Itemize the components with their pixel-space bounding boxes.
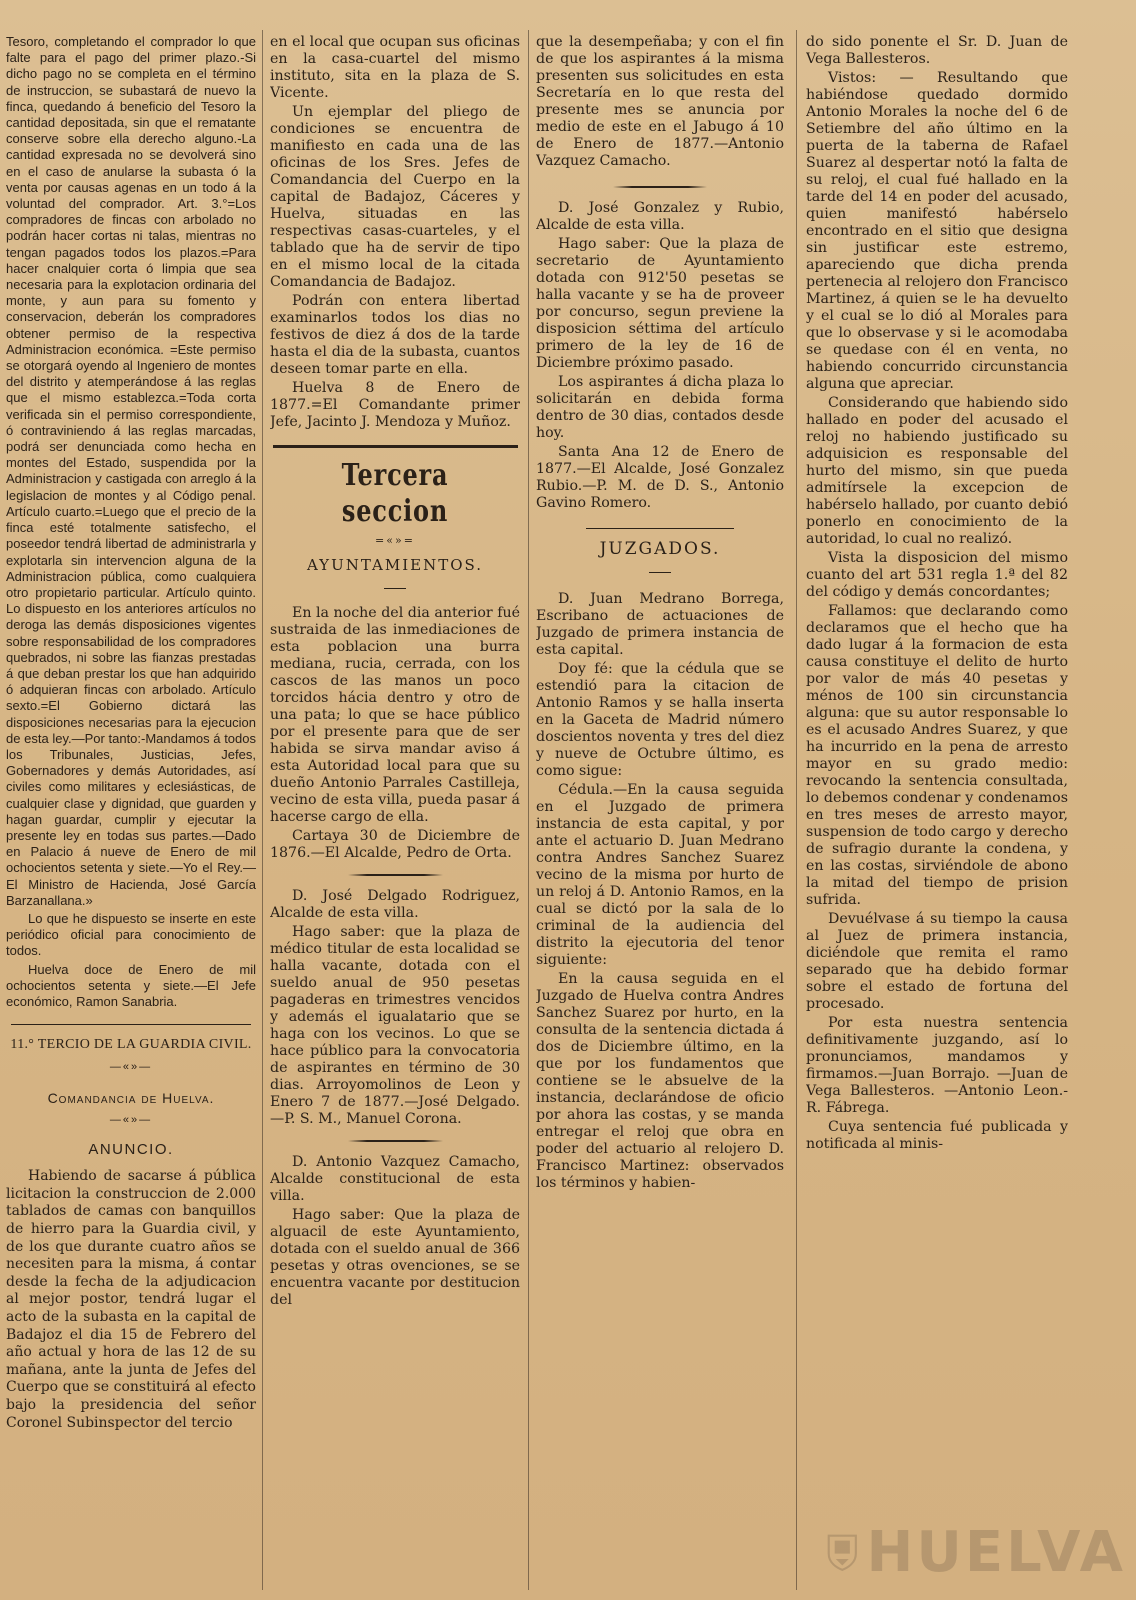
paragraph-gonzalez: Hago saber: Que la plaza de secretario de Ayuntamiento dotada con 912'50 pesetas se halla vacante y se ha de proveer por concurso, segun previene la disposicion séttima del artículo primero de la ley de 16 de Diciembre próximo pasado. bbox=[536, 236, 784, 371]
paragraph-jabugo: que la desempeñaba; y con el fin de que los aspirantes á la misma presenten sus solicitudes en esta Secretaría en lo que resta del presente mes se anuncia por medio de este en el Jabugo á 10 de Enero de 1877.—Antonio Vazquez Camacho. bbox=[536, 34, 784, 169]
column-1 bbox=[6, 34, 256, 1590]
ornament: —«»— bbox=[109, 1113, 153, 1126]
paragraph-por-esta: Por esta nuestra sentencia definitivamente juzgando, así lo pronunciamos, mandamos y firmamos.—Juan Borrajo. —Juan de Vega Ballesteros. —Antonio Leon.-R. Fábrega. bbox=[806, 1015, 1068, 1116]
paragraph-aspirantes: Los aspirantes á dicha plaza lo solicitarán en debida forma dentro de 30 dias, contados desde hoy. bbox=[536, 374, 784, 441]
diputacion-shield-icon bbox=[826, 1517, 859, 1587]
paragraph-vistos: Vistos: — Resultando que habiéndose quedado dormido Antonio Morales la noche del 6 de Setiembre del año último en la puerta de la taberna de Rafael Suarez al despertar notó la falta de su reloj, el cual fué hallado en la tarde del 14 en poder del acusado, quien manifestó habérselo encontrado en el sitio que designa sin justificar este estremo, apareciendo que dicha prenda pertenecia al relojero don Francisco Martinez, á quien se le ha devuelto y el cual se lo dió al Morales para que lo observase y si le acomodaba se quedase con él en venta, no habiendo concurrido circunstancia alguna que apreciar. bbox=[806, 70, 1068, 392]
paragraph-burra: En la noche del dia anterior fué sustraida de las inmediaciones de esta poblacion una burra mediana, rucia, cerrada, con los cascos de las manos un poco torcidos hácia dentro y otro de una pata; lo que se hace público por el presente para que de ser habida se sirva mandar aviso á esta Autoridad local para que su dueño Antonio Parrales Castilleja, vecino de esta villa, pueda pasar á hacerse cargo de ella. bbox=[270, 605, 520, 825]
paragraph-fallamos: Fallamos: que declarando como declaramos que el hecho que ha dado lugar á la formacion de esta causa constituye el delito de hurto por valor de más 40 pesetas y ménos de 100 sin circunstancia alguna: que su autor responsable lo es el acusado Andres Suarez, y que ha incurrido en la pena de arresto mayor en su grado medio: revocando la sentencia consultada, lo debemos condenar y condenamos en tres meses de arresto mayor, suspension de todo cargo y derecho de sufragio durante la condena, y en las costas, sirviéndole de abono la mitad del tiempo de prision sufrida. bbox=[806, 603, 1068, 908]
paragraph-firma-comandante: Huelva 8 de Enero de 1877.=El Comandante primer Jefe, Jacinto J. Mendoza y Muñoz. bbox=[270, 380, 520, 430]
column-rule bbox=[262, 30, 263, 1590]
column-rule bbox=[796, 30, 797, 1590]
paragraph-santa-ana: Santa Ana 12 de Enero de 1877.—El Alcalde, José Gonzalez Rubio.—P. M. de D. S., Antonio Gavino Romero. bbox=[536, 444, 784, 511]
paragraph-delgado: Hago saber: que la plaza de médico titular de esta localidad se halla vacante, dotada con el sueldo anual de 950 pesetas pagaderas en trimestres vencidos y además el igualatario que se haga con los vecinos. Lo que se hace público para la convocatoria de aspirantes en término de 30 dias. Arroyomolinos de Leon y Enero 7 de 1877.—José Delgado.—P. S. M., Manuel Corona. bbox=[270, 924, 520, 1127]
paragraph-medrano-heading: D. Juan Medrano Borrega, Escribano de actuaciones de Juzgado de primera instancia de esta capital. bbox=[536, 591, 784, 658]
section-divider bbox=[613, 186, 707, 188]
ornament: =«»= bbox=[375, 534, 415, 547]
heading-tercera-seccion: Tercera seccion bbox=[341, 458, 449, 529]
watermark-label: HUELVA bbox=[866, 1519, 1126, 1585]
heading-comandancia: Comandancia de Huelva. bbox=[47, 1089, 215, 1106]
heading-dash bbox=[536, 564, 784, 581]
column-rule bbox=[528, 30, 529, 1590]
paragraph-cartaya: Cartaya 30 de Diciembre de 1876.—El Alcalde, Pedro de Orta. bbox=[270, 828, 520, 861]
paragraph-gonzalez-heading: D. José Gonzalez y Rubio, Alcalde de esta villa. bbox=[536, 200, 784, 233]
heading-anuncio: ANUNCIO. bbox=[88, 1141, 174, 1158]
column-4 bbox=[806, 34, 1068, 1590]
ornament: —«»— bbox=[109, 1061, 153, 1074]
section-divider bbox=[348, 1140, 443, 1142]
paragraph-vista: Vista la disposicion del mismo cuanto del art 531 regla 1.ª del 82 del código y demás concordantes; bbox=[806, 550, 1068, 600]
heading-juzgados: JUZGADOS. bbox=[599, 539, 721, 559]
column-2 bbox=[270, 34, 520, 1590]
paragraph-doy-fe: Doy fé: que la cédula que se estendió para la citacion de Antonio Ramos y se halla inserta en la Gaceta de Madrid número doscientos noventa y tres del diez y nueve de Octubre último, es como sigue: bbox=[536, 661, 784, 779]
huelva-watermark bbox=[826, 1512, 1126, 1592]
paragraph-dispuesto: Lo que he dispuesto se inserte en este periódico oficial para conocimiento de todos. bbox=[6, 910, 256, 959]
paragraph-vazquez: Hago saber: Que la plaza de alguacil de este Ayuntamiento, dotada con el sueldo anual de 366 pesetas y otras ovenciones, se se encuentra vacante por destitucion del bbox=[270, 1207, 520, 1308]
paragraph-vazquez-heading: D. Antonio Vazquez Camacho, Alcalde constitucional de esta villa. bbox=[270, 1154, 520, 1204]
paragraph-local: en el local que ocupan sus oficinas en la casa-cuartel del mismo instituto, sita en la plaza de S. Vicente. bbox=[270, 34, 520, 101]
paragraph-en-la-causa: En la causa seguida en el Juzgado de Huelva contra Andres Sanchez Suarez por hurto, en la consulta de la sentencia dictada á dos de Diciembre último, en la que por los fundamentos que contiene se le absuelve de la instancia, declarándose de oficio por ahora las costas, y se manda entregar el reloj que obra en poder del actuario al relojero D. Francisco Martinez: observados los términos y habien- bbox=[536, 971, 784, 1191]
paragraph-considerando: Considerando que habiendo sido hallado en poder del acusado el reloj no habiendo justificado su adquisicion es responsable del hurto del mismo, sin que pueda admitírsele la excepcion de habérselo hallado, por cuanto debió ponerlo en conocimiento de la autoridad, lo cual no realizó. bbox=[806, 395, 1068, 547]
section-divider bbox=[348, 874, 443, 876]
section-rule bbox=[273, 445, 518, 448]
section-divider bbox=[11, 1024, 251, 1025]
paragraph-podran: Podrán con entera libertad examinarlos todos los dias no festivos de diez á dos de la tarde hasta el dia de la subasta, cuantos deseen tomar parte en ella. bbox=[270, 293, 520, 377]
column-3 bbox=[536, 34, 784, 1590]
paragraph-devuelvase: Devuélvase á su tiempo la causa al Juez de primera instancia, diciéndole que remita el ramo separado que ha debido formar sobre el estado de fortuna del procesado. bbox=[806, 911, 1068, 1012]
paragraph-delgado-heading: D. José Delgado Rodriguez, Alcalde de esta villa. bbox=[270, 888, 520, 921]
paragraph-ponente: do sido ponente el Sr. D. Juan de Vega Ballesteros. bbox=[806, 34, 1068, 67]
paragraph-ley-articulos: Tesoro, completando el comprador lo que falte para el pago del primer plazo.-Si dicho pago no se completa en el término de instruccion, se subastará de nuevo la finca, quedando á beneficio del Tesoro la cantidad depositada, sin que el rematante conserve sobre ella derecho alguno.-La cantidad expresada no se devolverá sino en el caso de anularse la subasta ó la venta por causas agenas en un todo á la voluntad del comprador. Art. 3.°=Los compradores de fincas con arbolado no podrán hacer cortas ni talas, mientras no tengan pagados todos los plazos.=Para hacer cnalquier corta ó limpia que sea necesaria para la explotacion ordinaria del monte, y aun para su fomento y conservacion, deberán los compradores obtener permiso de la respectiva Administracion económica. =Este permiso se otorgará oyendo al Ingeniero de montes del distrito y atemperándose á las reglas que el mismo establezca.=Toda corta verificada sin el permiso correspondiente, ó contraviniendo á las reglas marcadas, podrá ser denunciada como hecha en montes del Estado, suspendida por la Administracion y castigada con arreglo á la legislacion de montes y al Código penal. Artículo cuarto.=Luego que el precio de la finca esté totalmente satisfecho, el poseedor tendrá libertad de administrarla y explotarla sin intervencion alguna de la Administracion pública, como cualquiera otro propietario particular. Artículo quinto. Lo dispuesto en los anteriores artículos no deroga las demás disposiciones vigentes sobre responsabilidad de los compradores quebrados, ni sobre las fianzas prestadas á que deban prestar los que han adquirido ó adquieran fincas con arbolado. Artículo sexto.=El Gobierno dictará las disposiciones necesarias para la ejecucion de esta ley.—Por tanto:-Mandamos á todos los Tribunales, Justicias, Jefes, Gobernadores y demás Autoridades, así civiles como militares y eclesiásticas, de cualquier clase y dignidad, que guarden y hagan guardar, cumplir y ejecutar la presente ley en todas sus partes.—Dado en Palacio á nueve de Enero de mil ochocientos setenta y siete.—Yo el Rey.—El Ministro de Hacienda, José García Barzanallana.» bbox=[6, 34, 256, 908]
paragraph-cuya: Cuya sentencia fué publicada y notificada al minis- bbox=[806, 1119, 1068, 1152]
heading-ayuntamientos: AYUNTAMIENTOS. bbox=[306, 556, 484, 574]
paragraph-anuncio: Habiendo de sacarse á pública licitacion la construccion de 2.000 tablados de camas con banquillos de hierro para la Guardia civil, y de los que durante cuatro años se necesiten para la misma, á contar desde la fecha de la adjudicacion al mejor postor, tendrá lugar el acto de la subasta en la capital de Badajoz el dia 15 de Febrero del año actual y hora de las 12 de su mañana, ante la junta de Jefes del Cuerpo que se constituirá al efecto bajo la presidencia del señor Coronel Subinspector del tercio bbox=[6, 1168, 256, 1431]
paragraph-cedula: Cédula.—En la causa seguida en el Juzgado de primera instancia de esta capital, y por ante el actuario D. Juan Medrano contra Andres Sanchez Suarez vecino de la misma por hurto de un reloj á D. Antonio Ramos, en la cual se dictó por la sala de lo criminal de la audiencia del distrito la ejecutoria del tenor siguiente: bbox=[536, 782, 784, 968]
heading-tercio-guardia-civil: 11.° TERCIO DE LA GUARDIA CIVIL. bbox=[10, 1037, 252, 1053]
section-divider bbox=[586, 528, 735, 529]
paragraph-huelva-firma: Huelva doce de Enero de mil ochocientos setenta y siete.—El Jefe económico, Ramon Sanabria. bbox=[6, 961, 256, 1009]
heading-dash bbox=[270, 580, 520, 597]
paragraph-ejemplar: Un ejemplar del pliego de condiciones se encuentra de manifiesto en cada una de las oficinas de los Sres. Jefes de Comandancia del Cuerpo en la capital de Badajoz, Cáceres y Huelva, situadas en las respectivas casas-cuarteles, y el tablado que ha de servir de tipo en el mismo local de la citada Comandancia de Badajoz. bbox=[270, 104, 520, 290]
